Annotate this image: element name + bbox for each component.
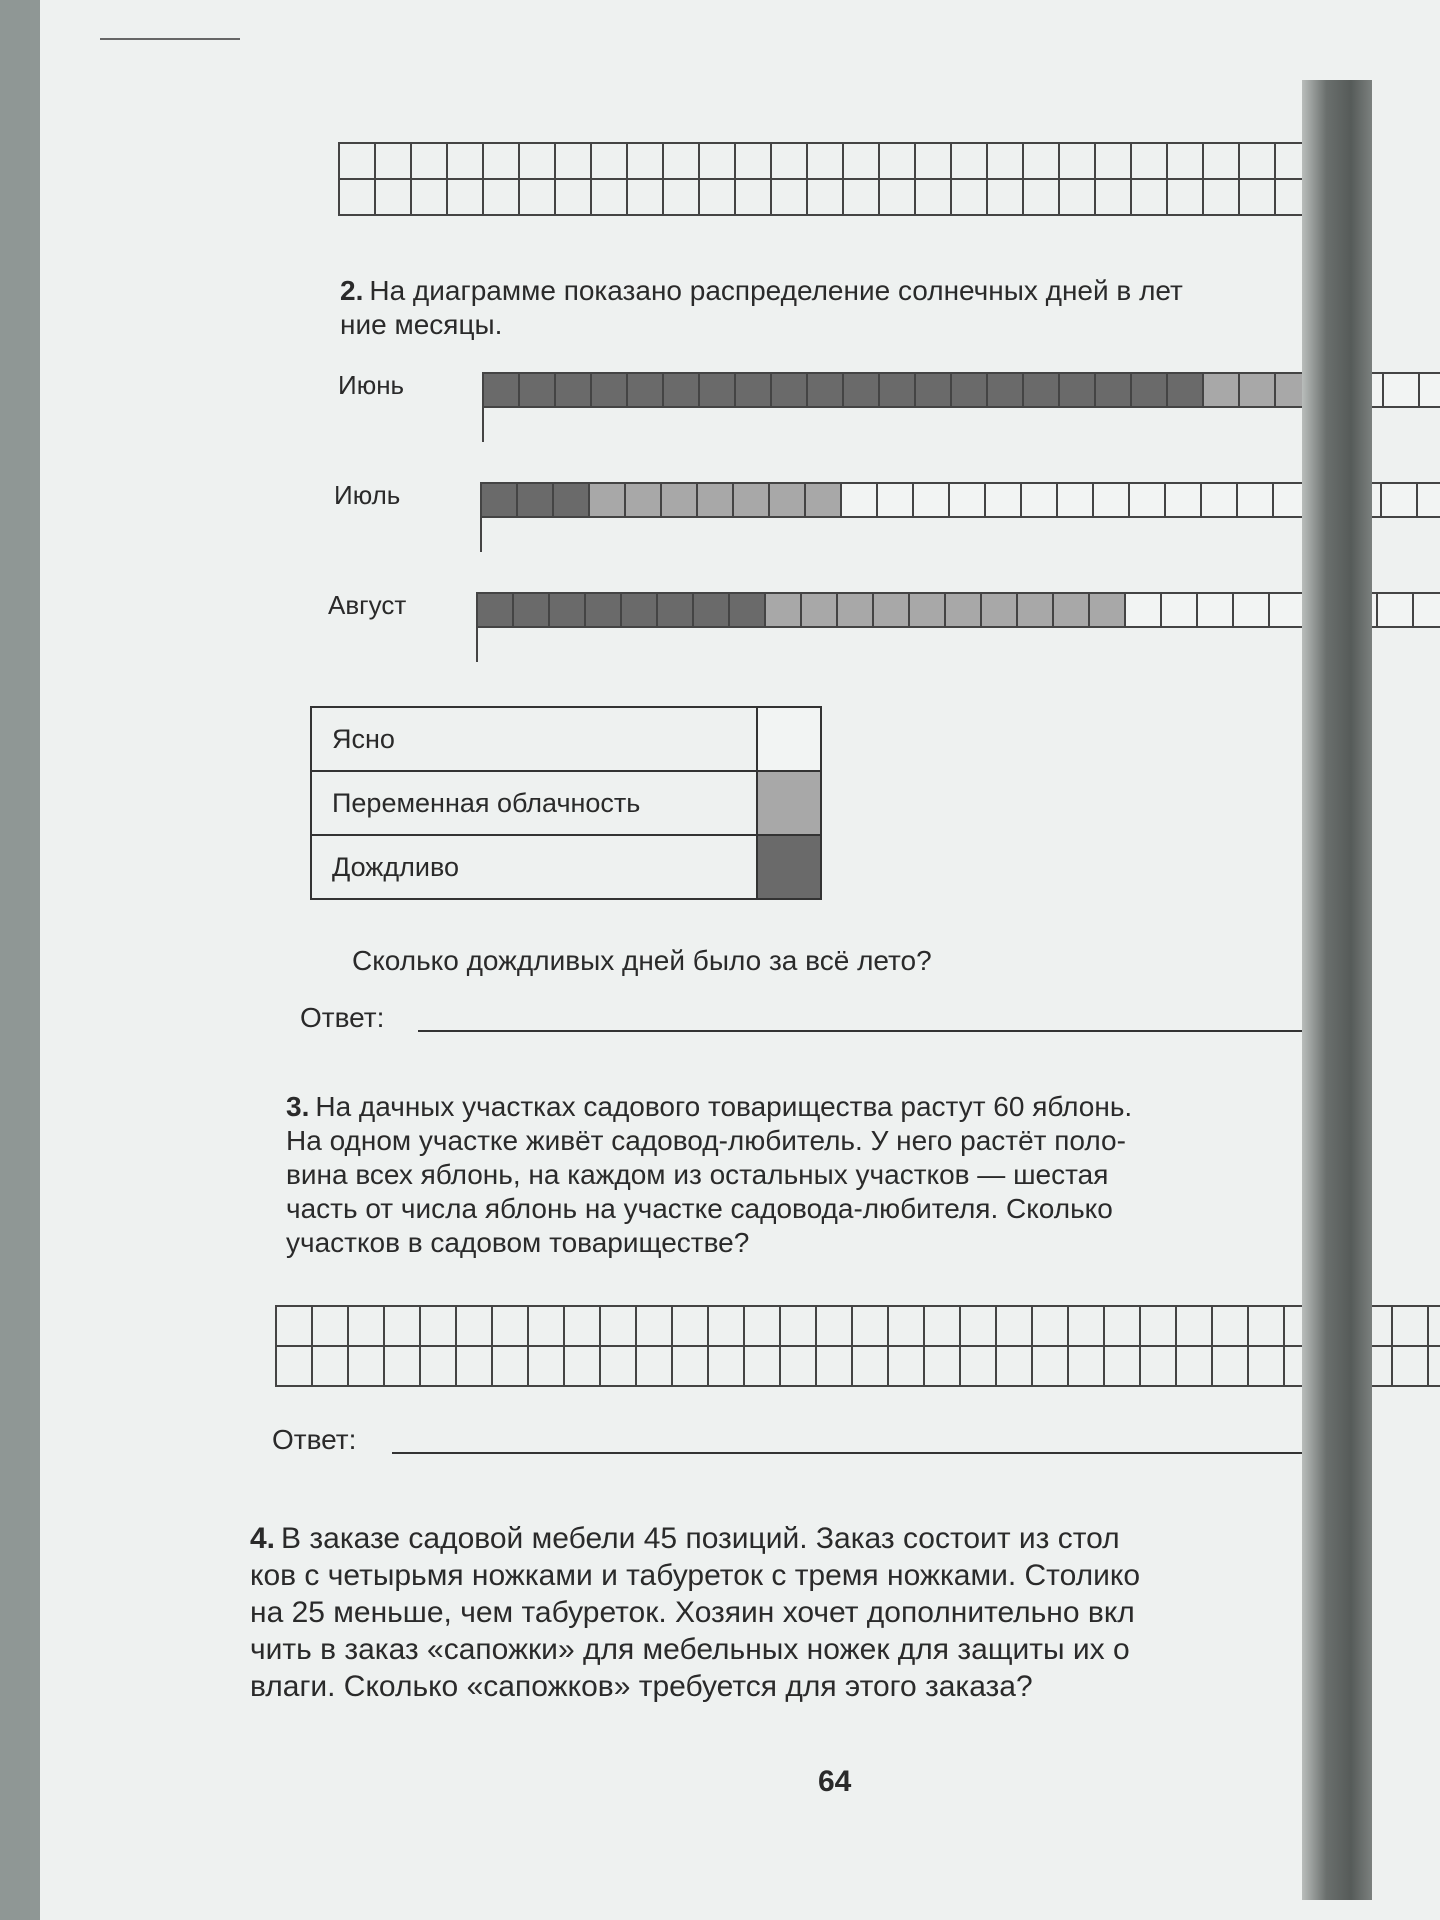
grid-cell (1132, 144, 1168, 180)
grid-cell (889, 1347, 925, 1387)
day-cell (806, 484, 842, 518)
task4-line2: ков с четырьмя ножками и табуреток с тремя ножками. Столико (250, 1559, 1141, 1592)
grid-cell (340, 180, 376, 216)
grid-cell (637, 1347, 673, 1387)
grid-cell (556, 144, 592, 180)
grid-cell (592, 144, 628, 180)
day-cell (1018, 594, 1054, 628)
day-cell (878, 484, 914, 518)
grid-cell (1141, 1307, 1177, 1347)
day-cell (1126, 594, 1162, 628)
day-cell (988, 374, 1024, 408)
day-cell (586, 594, 622, 628)
grid-cell (1204, 144, 1240, 180)
grid-cell (376, 180, 412, 216)
grid-cell (565, 1307, 601, 1347)
day-cell (482, 484, 518, 518)
grid-cell (817, 1307, 853, 1347)
legend-label-clear: Ясно (311, 707, 757, 771)
grid-cell (565, 1347, 601, 1387)
grid-cell (709, 1307, 745, 1347)
day-cell (1384, 374, 1420, 408)
grid-cell (1105, 1307, 1141, 1347)
day-cell (518, 484, 554, 518)
day-cell (1418, 484, 1440, 518)
grid-cell (1024, 144, 1060, 180)
task3-line4: часть от числа яблонь на участке садовода-любителя. Сколько (286, 1193, 1113, 1224)
grid-cell (1060, 180, 1096, 216)
day-cell (694, 594, 730, 628)
grid-cell (520, 144, 556, 180)
grid-cell (1141, 1347, 1177, 1387)
task2-number: 2. (340, 275, 364, 306)
day-cell (658, 594, 694, 628)
grid-cell (997, 1307, 1033, 1347)
grid-cell (556, 180, 592, 216)
day-cell (1240, 374, 1276, 408)
day-cell (1090, 594, 1126, 628)
page-number: 64 (818, 1765, 852, 1798)
grid-cell (736, 144, 772, 180)
day-cell (802, 594, 838, 628)
day-cell (1378, 594, 1414, 628)
day-cell (514, 594, 550, 628)
grid-cell (1393, 1347, 1429, 1387)
day-cell (1024, 374, 1060, 408)
grid-cell (349, 1307, 385, 1347)
grid-cell (817, 1347, 853, 1387)
day-cell (484, 374, 520, 408)
day-cell (986, 484, 1022, 518)
grid-cell (745, 1307, 781, 1347)
day-cell (520, 374, 556, 408)
day-cell (736, 374, 772, 408)
legend-row-clear (311, 707, 821, 771)
day-cell (592, 374, 628, 408)
day-cell (698, 484, 734, 518)
grid-cell (961, 1307, 997, 1347)
day-cell (914, 484, 950, 518)
grid-cell (808, 180, 844, 216)
task4-line1: В заказе садовой мебели 45 позиций. Заказ состоит из стол (281, 1522, 1120, 1555)
grid-cell (313, 1307, 349, 1347)
grid-cell (1060, 144, 1096, 180)
legend-label-rainy: Дождливо (311, 835, 757, 899)
task4-line5: влаги. Сколько «сапожков» требуется для этого заказа? (250, 1670, 1033, 1703)
grid-cell (1249, 1307, 1285, 1347)
grid-cell (628, 144, 664, 180)
grid-cell (736, 180, 772, 216)
task2-line2: ние месяцы. (340, 309, 503, 340)
day-cell (664, 374, 700, 408)
grid-cell (781, 1347, 817, 1387)
day-cell (950, 484, 986, 518)
day-cell (838, 594, 874, 628)
grid-cell (520, 180, 556, 216)
grid-cell (385, 1307, 421, 1347)
grid-cell (1429, 1307, 1440, 1347)
grid-cell (1096, 144, 1132, 180)
grid-cell (844, 180, 880, 216)
grid-cell (421, 1307, 457, 1347)
grid-cell (1429, 1347, 1440, 1387)
grid-cell (1177, 1347, 1213, 1387)
day-cell (1382, 484, 1418, 518)
grid-cell (853, 1307, 889, 1347)
grid-cell (673, 1307, 709, 1347)
grid-cell (925, 1307, 961, 1347)
day-cell (770, 484, 806, 518)
grid-cell (925, 1347, 961, 1387)
day-cell (730, 594, 766, 628)
day-cell (880, 374, 916, 408)
day-cell (1132, 374, 1168, 408)
grid-cell (1024, 180, 1060, 216)
legend-row-cloudy (311, 771, 821, 835)
grid-cell (340, 144, 376, 180)
day-cell (628, 374, 664, 408)
grid-cell (448, 180, 484, 216)
legend-row-rainy (311, 835, 821, 899)
grid-cell (412, 144, 448, 180)
legend-swatch-cloudy (757, 771, 821, 835)
grid-cell (916, 144, 952, 180)
day-cell (1420, 374, 1440, 408)
grid-cell (529, 1347, 565, 1387)
grid-cell (484, 180, 520, 216)
grid-cell (313, 1347, 349, 1387)
task3-line3: вина всех яблонь, на каждом из остальных участков — шестая (286, 1159, 1109, 1190)
day-cell (1166, 484, 1202, 518)
task4-text (250, 1520, 1320, 1705)
grid-cell (664, 180, 700, 216)
grid-cell (889, 1307, 925, 1347)
legend-swatch-clear (757, 707, 821, 771)
question-task2: Сколько дождливых дней было за всё лето? (352, 945, 932, 976)
task3-line1: На дачных участках садового товарищества растут 60 яблонь. (315, 1091, 1133, 1122)
grid-cell (1213, 1347, 1249, 1387)
day-cell (1060, 374, 1096, 408)
grid-cell (1204, 180, 1240, 216)
grid-cell (637, 1307, 673, 1347)
day-cell (626, 484, 662, 518)
answer-grid-task3 (275, 1305, 1440, 1387)
grid-cell (700, 144, 736, 180)
task3-line5: участков в садовом товариществе? (286, 1227, 750, 1258)
day-cell (1198, 594, 1234, 628)
day-cell (1168, 374, 1204, 408)
grid-cell (457, 1307, 493, 1347)
month-label-august: Август (328, 590, 407, 620)
task4-line3: на 25 меньше, чем табуреток. Хозяин хочет дополнительно вкл (250, 1596, 1135, 1629)
answer-label-task2: Ответ: (300, 1002, 385, 1033)
grid-cell (601, 1347, 637, 1387)
grid-cell (421, 1347, 457, 1387)
day-cell (874, 594, 910, 628)
day-cell (554, 484, 590, 518)
grid-cell (457, 1347, 493, 1387)
day-cell (662, 484, 698, 518)
task4-number: 4. (250, 1522, 276, 1555)
grid-cell (1069, 1347, 1105, 1387)
grid-cell (601, 1307, 637, 1347)
grid-cell (1213, 1307, 1249, 1347)
day-cell (1234, 594, 1270, 628)
day-cell (1130, 484, 1166, 518)
day-cell (556, 374, 592, 408)
answer-label-task3: Ответ: (272, 1424, 357, 1455)
grid-cell (844, 144, 880, 180)
grid-cell (988, 144, 1024, 180)
grid-cell (1132, 180, 1168, 216)
grid-cell (664, 144, 700, 180)
grid-cell (880, 144, 916, 180)
grid-cell (277, 1307, 313, 1347)
grid-cell (412, 180, 448, 216)
page-spine-shadow (1302, 80, 1372, 1900)
month-label-july: Июль (334, 480, 401, 510)
task4-line4: чить в заказ «сапожки» для мебельных ножек для защиты их о (250, 1633, 1130, 1666)
day-cell (916, 374, 952, 408)
grid-cell (1168, 144, 1204, 180)
grid-cell (1033, 1307, 1069, 1347)
grid-cell (1033, 1347, 1069, 1387)
grid-cell (448, 144, 484, 180)
grid-cell (961, 1347, 997, 1387)
grid-cell (700, 180, 736, 216)
day-cell (766, 594, 802, 628)
grid-cell (673, 1347, 709, 1387)
day-cell (772, 374, 808, 408)
task3-text (286, 1090, 1326, 1260)
day-cell (910, 594, 946, 628)
day-cell (1162, 594, 1198, 628)
grid-cell (1105, 1347, 1141, 1387)
grid-cell (988, 180, 1024, 216)
grid-cell (772, 180, 808, 216)
day-cell (550, 594, 586, 628)
day-cell (1414, 594, 1440, 628)
grid-cell (1168, 180, 1204, 216)
answer-line-task3[interactable] (392, 1452, 1322, 1454)
answer-grid-task1 (338, 142, 1312, 216)
grid-cell (772, 144, 808, 180)
answer-line-task2[interactable] (418, 1030, 1318, 1032)
grid-cell (709, 1347, 745, 1387)
grid-cell (349, 1347, 385, 1387)
grid-cell (1240, 180, 1276, 216)
bar-august (476, 592, 1440, 662)
grid-cell (808, 144, 844, 180)
grid-cell (997, 1347, 1033, 1387)
grid-cell (952, 144, 988, 180)
task3-number: 3. (286, 1091, 310, 1122)
day-cell (842, 484, 878, 518)
grid-cell (1069, 1307, 1105, 1347)
day-cell (1238, 484, 1274, 518)
grid-cell (745, 1347, 781, 1387)
grid-cell (385, 1347, 421, 1387)
grid-cell (1240, 144, 1276, 180)
grid-cell (628, 180, 664, 216)
grid-cell (1096, 180, 1132, 216)
day-cell (1270, 594, 1306, 628)
legend-table (310, 706, 822, 900)
day-cell (734, 484, 770, 518)
grid-cell (952, 180, 988, 216)
grid-cell (1393, 1307, 1429, 1347)
grid-cell (1249, 1347, 1285, 1387)
task3-line2: На одном участке живёт садовод-любитель. У него растёт поло- (286, 1125, 1126, 1156)
legend-swatch-rainy (757, 835, 821, 899)
day-cell (1058, 484, 1094, 518)
day-cell (982, 594, 1018, 628)
day-cell (946, 594, 982, 628)
grid-cell (781, 1307, 817, 1347)
day-cell (952, 374, 988, 408)
day-cell (1094, 484, 1130, 518)
legend-label-cloudy: Переменная облачность (311, 771, 757, 835)
day-cell (844, 374, 880, 408)
day-cell (1022, 484, 1058, 518)
grid-cell (853, 1347, 889, 1387)
day-cell (1202, 484, 1238, 518)
day-cell (478, 594, 514, 628)
month-label-june: Июнь (338, 370, 405, 400)
grid-cell (484, 144, 520, 180)
grid-cell (916, 180, 952, 216)
day-cell (808, 374, 844, 408)
task2-text (340, 274, 1300, 342)
bar-june (482, 372, 1440, 442)
day-cell (590, 484, 626, 518)
day-cell (1054, 594, 1090, 628)
day-cell (1204, 374, 1240, 408)
grid-cell (1177, 1307, 1213, 1347)
bar-july (480, 482, 1440, 552)
grid-cell (880, 180, 916, 216)
day-cell (622, 594, 658, 628)
grid-cell (592, 180, 628, 216)
day-cell (1096, 374, 1132, 408)
day-cell (700, 374, 736, 408)
task2-line1: На диаграмме показано распределение солнечных дней в лет (369, 275, 1183, 306)
top-rule (100, 38, 240, 40)
grid-cell (277, 1347, 313, 1387)
grid-cell (493, 1347, 529, 1387)
grid-cell (493, 1307, 529, 1347)
grid-cell (529, 1307, 565, 1347)
grid-cell (376, 144, 412, 180)
